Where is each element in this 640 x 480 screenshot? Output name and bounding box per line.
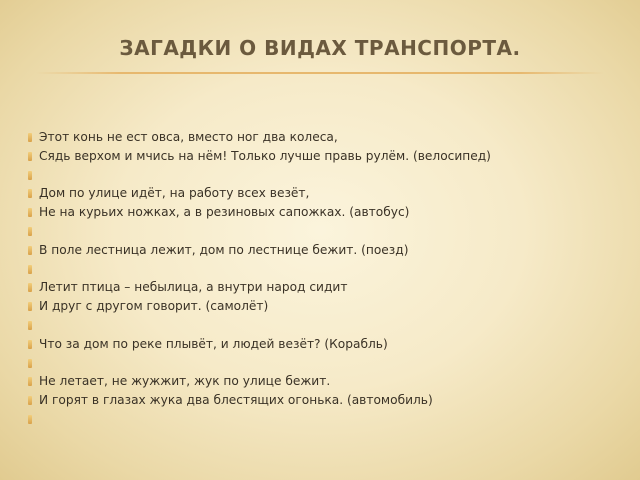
riddle-line: Сядь верхом и мчись на нём! Только лучше правь рулём. (велосипед) bbox=[28, 147, 618, 166]
riddle-line bbox=[28, 316, 618, 335]
riddle-line: Дом по улице идёт, на работу всех везёт, bbox=[28, 184, 618, 203]
riddle-line bbox=[28, 260, 618, 279]
riddle-line: Не на курьих ножках, а в резиновых сапожках. (автобус) bbox=[28, 203, 618, 222]
riddle-line: Летит птица – небылица, а внутри народ сидит bbox=[28, 278, 618, 297]
riddle-line: Что за дом по реке плывёт, и людей везёт? (Корабль) bbox=[28, 335, 618, 354]
riddle-line bbox=[28, 354, 618, 373]
riddle-line: Не летает, не жужжит, жук по улице бежит. bbox=[28, 372, 618, 391]
riddle-line bbox=[28, 222, 618, 241]
riddle-list bbox=[28, 128, 618, 429]
riddle-line: В поле лестница лежит, дом по лестнице бежит. (поезд) bbox=[28, 241, 618, 260]
riddle-line bbox=[28, 166, 618, 185]
slide-title: ЗАГАДКИ О ВИДАХ ТРАНСПОРТА. bbox=[119, 36, 521, 60]
title-divider bbox=[36, 72, 604, 74]
riddle-line: И горят в глазах жука два блестящих огонька. (автомобиль) bbox=[28, 391, 618, 410]
riddle-line bbox=[28, 410, 618, 429]
riddle-line: Этот конь не ест овса, вместо ног два колеса, bbox=[28, 128, 618, 147]
riddle-line: И друг с другом говорит. (самолёт) bbox=[28, 297, 618, 316]
